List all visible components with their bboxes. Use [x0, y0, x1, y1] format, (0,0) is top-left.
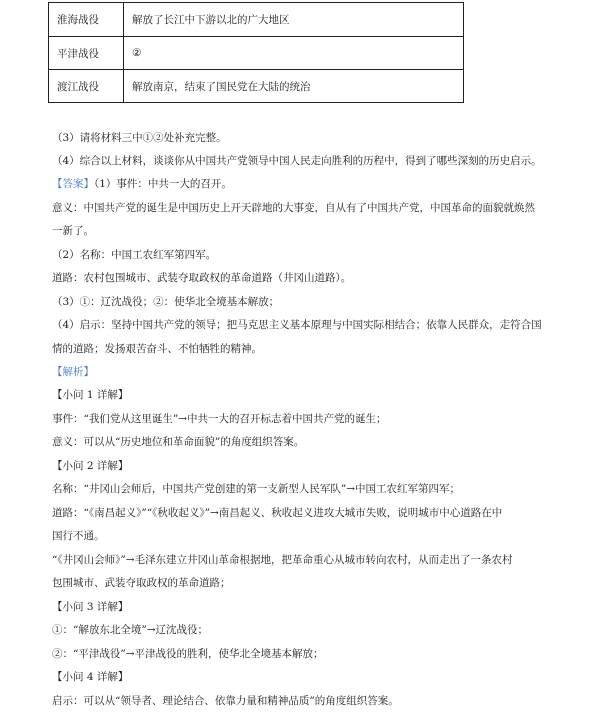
sub-question-4-line-1: 启示：可以从“领导者、理论结合、依靠力量和精神品质”的角度组织答案。	[52, 695, 399, 707]
analysis-tag: 【解析】	[52, 366, 94, 378]
answer-1-meaning-line-2: 一新了。	[52, 225, 94, 237]
answer-3: （3）①：辽沈战役；②：使华北全境基本解放；	[52, 296, 280, 308]
table-row	[49, 70, 464, 103]
answer-4-line-2: 情的道路；发扬艰苦奋斗、不怕牺牲的精神。	[52, 343, 262, 355]
sub-question-3-line-1: ①：“解放东北全境”→辽沈战役；	[52, 624, 209, 636]
table-row	[49, 37, 464, 70]
sub-question-2-name: 名称：“井冈山会师后，中国共产党创建的第一支新型人民军队”→中国工农红军第四军；	[52, 483, 461, 495]
sub-question-2-road-line-4: 包围城市、武装夺取政权的革命道路；	[52, 577, 231, 589]
sub-question-1-title: 【小问 1 详解】	[52, 389, 129, 401]
sub-question-1-meaning: 意义：可以从“历史地位和革命面貌”的角度组织答案。	[52, 436, 305, 448]
answer-tag: 【答案】	[52, 178, 94, 190]
answer-2-road: 道路：农村包围城市、武装夺取政权的革命道路（井冈山道路）。	[52, 272, 352, 284]
answer-line-1	[52, 177, 232, 191]
question-4: （4）综合以上材料，谈谈你从中国共产党领导中国人民走向胜利的历程中，得到了哪些深刻的历史启示。	[52, 155, 542, 167]
battle-table	[48, 2, 464, 103]
battle-name: 平津战役	[49, 37, 124, 70]
answer-1: （1）事件：中共一大的召开。	[94, 178, 232, 190]
battle-result: ②	[124, 37, 464, 70]
battle-name: 渡江战役	[49, 70, 124, 103]
table-row	[49, 3, 464, 37]
question-3: （3）请将材料三中①②处补充完整。	[52, 132, 227, 144]
sub-question-3-line-2: ②：“平津战役”→平津战役的胜利，使华北全境基本解放；	[52, 648, 324, 660]
sub-question-1-event: 事件：“我们党从这里诞生”→中共一大的召开标志着中国共产党的诞生；	[52, 413, 387, 425]
sub-question-3-title: 【小问 3 详解】	[52, 601, 129, 613]
sub-question-2-title: 【小问 2 详解】	[52, 460, 129, 472]
sub-question-2-road-line-3: “《井冈山会师》”→毛泽东建立井冈山革命根据地，把革命重心从城市转向农村，从而走出了一条农村	[52, 554, 513, 566]
battle-result: 解放南京，结束了国民党在大陆的统治	[124, 70, 464, 103]
answer-2-name: （2）名称：中国工农红军第四军。	[52, 249, 217, 261]
sub-question-2-road-line-1: 道路：“《南昌起义》”“《秋收起义》”→南昌起义、秋收起义进攻大城市失败，说明城市中心道路在中	[52, 507, 503, 519]
battle-result: 解放了长江中下游以北的广大地区	[124, 3, 464, 37]
battle-name: 淮海战役	[49, 3, 124, 37]
sub-question-2-road-line-2: 国行不通。	[52, 530, 105, 542]
answer-4-line-1: （4）启示：坚持中国共产党的领导；把马克思主义基本原理与中国实际相结合；依靠人民群众，走符合国	[52, 319, 542, 331]
sub-question-4-title: 【小问 4 详解】	[52, 671, 129, 683]
answer-1-meaning-line-1: 意义：中国共产党的诞生是中国历史上开天辟地的大事变，自从有了中国共产党，中国革命的面貌就焕然	[52, 202, 535, 214]
